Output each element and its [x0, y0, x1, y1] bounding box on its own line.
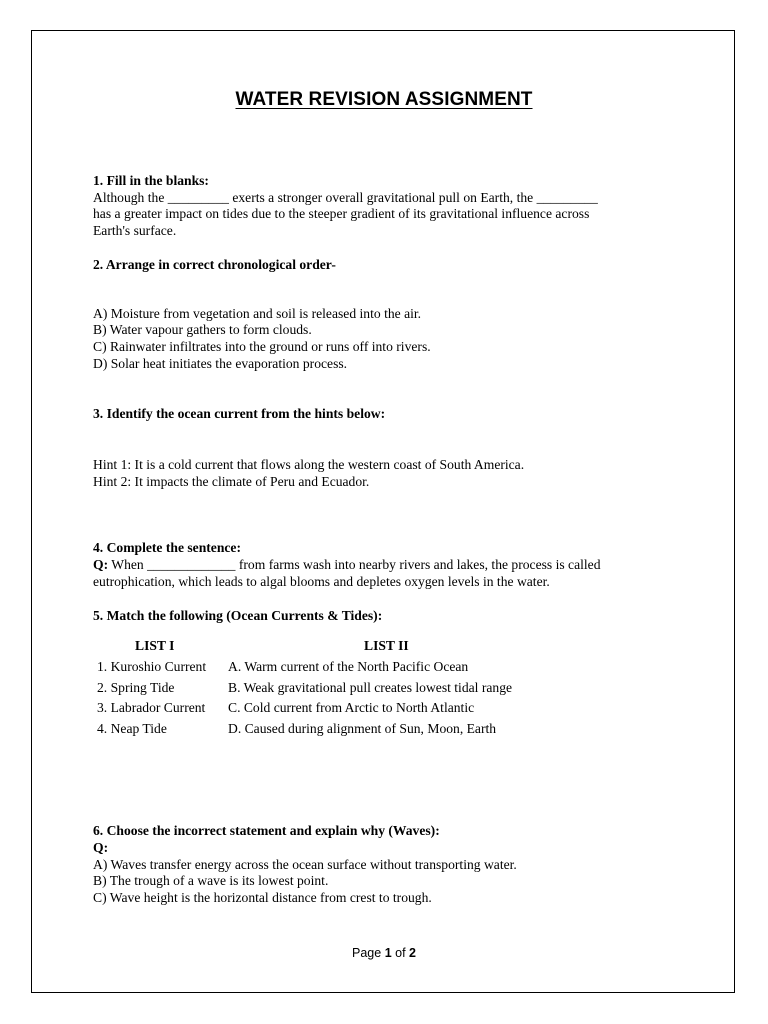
document-title: WATER REVISION ASSIGNMENT [235, 89, 533, 110]
list-1-item: 3. Labrador Current [97, 700, 206, 716]
question-1 [93, 173, 683, 240]
question-4-line: eutrophication, which leads to algal blooms and depletes oxygen levels in the water. [93, 573, 550, 589]
current-page-number: 1 [384, 946, 392, 960]
list-2-item: A. Warm current of the North Pacific Ocean [228, 659, 469, 675]
question-6 [93, 823, 683, 907]
question-5-heading: 5. Match the following (Ocean Currents & Tides): [93, 607, 383, 623]
question-4 [93, 540, 683, 590]
match-table-header [93, 638, 512, 659]
question-1-line: has a greater impact on tides due to the steeper gradient of its gravitational influence across [93, 206, 590, 222]
question-4-line [93, 557, 683, 574]
list-2-item: D. Caused during alignment of Sun, Moon, Earth [228, 720, 497, 736]
question-5 [93, 608, 683, 742]
question-3-heading: 3. Identify the ocean current from the hints below: [93, 406, 386, 422]
page-number-footer [0, 946, 768, 960]
question-3-hint: Hint 2: It impacts the climate of Peru and Ecuador. [93, 473, 370, 489]
question-1-line: Earth's surface. [93, 223, 177, 239]
question-2-option: A) Moisture from vegetation and soil is released into the air. [93, 305, 422, 321]
table-row [93, 680, 512, 701]
question-6-option: B) The trough of a wave is its lowest point. [93, 873, 329, 889]
list-1-item: 1. Kuroshio Current [97, 659, 207, 675]
question-4-text: When _____________ from farms wash into nearby rivers and lakes, the process is called [108, 557, 601, 573]
question-2-option: C) Rainwater infiltrates into the ground or runs off into rivers. [93, 338, 431, 354]
question-3 [93, 406, 683, 490]
question-4-heading: 4. Complete the sentence: [93, 540, 241, 556]
question-6-heading: 6. Choose the incorrect statement and explain why (Waves): [93, 823, 440, 839]
match-table [93, 638, 512, 741]
question-6-option: A) Waves transfer energy across the ocean surface without transporting water. [93, 856, 517, 872]
question-2 [93, 257, 683, 373]
list-2-item: C. Cold current from Arctic to North Atlantic [228, 700, 475, 716]
question-1-heading: 1. Fill in the blanks: [93, 173, 209, 188]
list-2-header: LIST II [364, 638, 409, 654]
question-1-line: Although the _________ exerts a stronger overall gravitational pull on Earth, the _________ [93, 189, 598, 205]
table-row [93, 700, 512, 721]
question-6-option: C) Wave height is the horizontal distance from crest to trough. [93, 890, 432, 906]
question-2-option: D) Solar heat initiates the evaporation process. [93, 355, 348, 371]
table-row [93, 721, 512, 742]
question-2-heading: 2. Arrange in correct chronological order- [93, 256, 336, 272]
list-1-item: 4. Neap Tide [97, 720, 167, 736]
total-page-number: 2 [409, 946, 416, 960]
document-body [93, 173, 683, 907]
of-word: of [395, 946, 406, 960]
list-1-item: 2. Spring Tide [97, 679, 175, 695]
question-2-option: B) Water vapour gathers to form clouds. [93, 322, 312, 338]
question-3-hint: Hint 1: It is a cold current that flows along the western coast of South America. [93, 457, 525, 473]
question-6-q-label: Q: [93, 839, 109, 855]
question-4-q-label: Q: [93, 557, 109, 573]
page-word: Page [352, 946, 382, 960]
list-2-item: B. Weak gravitational pull creates lowest tidal range [228, 679, 513, 695]
list-1-header: LIST I [135, 638, 175, 654]
table-row [93, 659, 512, 680]
